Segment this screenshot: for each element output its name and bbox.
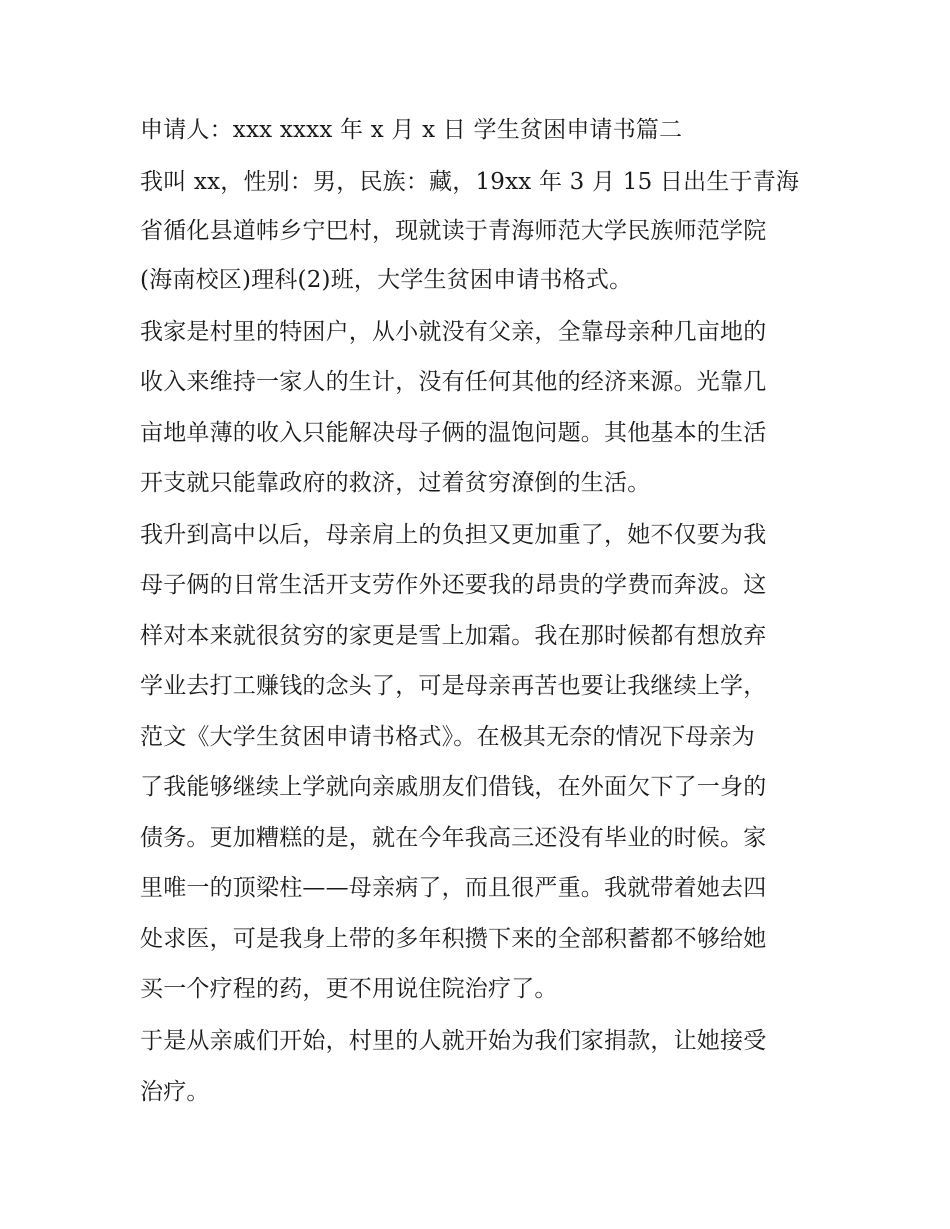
text-line-14: 了我能够继续上学就向亲戚朋友们借钱，在外面欠下了一身的 — [140, 774, 767, 800]
text-line-11: 样对本来就很贫穷的家更是雪上加霜。我在那时候都有想放弃 — [140, 623, 767, 649]
text-line-7: 亩地单薄的收入只能解决母子俩的温饱问题。其他基本的生活 — [140, 420, 767, 446]
text-line-3: 省循化县道帏乡宁巴村，现就读于青海师范大学民族师范学院 — [140, 218, 767, 244]
text-line-17: 处求医，可是我身上带的多年积攒下来的全部积蓄都不够给她 — [140, 926, 767, 952]
text-line-10: 母子俩的日常生活开支劳作外还要我的昂贵的学费而奔波。这 — [140, 572, 767, 598]
text-line-20: 治疗。 — [140, 1079, 210, 1105]
text-line-1: 申请人：xxx xxxx 年 x 月 x 日 学生贫困申请书篇二 — [140, 117, 683, 143]
text-line-8: 开支就只能靠政府的救济，过着贫穷潦倒的生活。 — [140, 470, 651, 496]
text-line-18: 买一个疗程的药，更不用说住院治疗了。 — [140, 976, 558, 1002]
text-line-15: 债务。更加糟糕的是，就在今年我高三还没有毕业的时候。家 — [140, 825, 767, 851]
text-line-12: 学业去打工赚钱的念头了，可是母亲再苦也要让我继续上学， — [140, 673, 767, 699]
text-line-13: 范文《大学生贫困申请书格式》。在极其无奈的情况下母亲为 — [140, 724, 755, 750]
text-line-5: 我家是村里的特困户，从小就没有父亲，全靠母亲种几亩地的 — [140, 319, 767, 345]
text-line-16: 里唯一的顶梁柱——母亲病了，而且很严重。我就带着她去四 — [140, 875, 767, 901]
text-line-19: 于是从亲戚们开始，村里的人就开始为我们家捐款，让她接受 — [140, 1028, 767, 1054]
text-line-4: (海南校区)理科(2)班，大学生贫困申请书格式。 — [140, 267, 633, 293]
text-line-2: 我叫 xx，性别：男，民族：藏，19xx 年 3 月 15 日出生于青海 — [140, 169, 800, 195]
text-line-9: 我升到高中以后，母亲肩上的负担又更加重了，她不仅要为我 — [140, 522, 767, 548]
text-line-6: 收入来维持一家人的生计，没有任何其他的经济来源。光靠几 — [140, 369, 767, 395]
